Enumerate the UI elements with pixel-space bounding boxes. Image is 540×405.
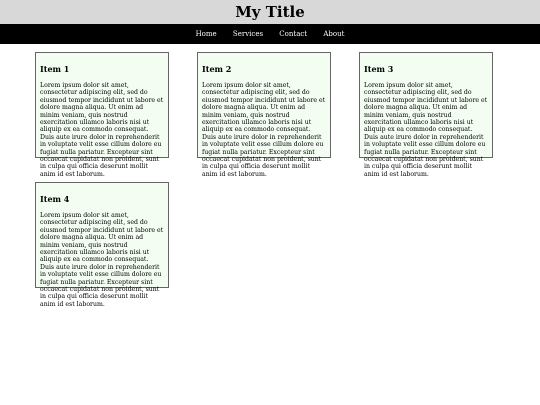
card-title: Item 3 — [364, 64, 394, 74]
item-card — [35, 52, 169, 178]
nav-link-services[interactable]: Services — [232, 30, 264, 38]
nav-bar — [0, 24, 540, 44]
card-body: Lorem ipsum dolor sit amet, consectetur adipiscing elit, sed do eiusmod tempor incididunt ut labore et dolore magna aliqua. Ut enim ad minim veniam, quis nostrud exercitation ullamco laboris nisi ut aliquip ex ea commodo consequat. Duis aute irure dolor in reprehenderit in voluptate velit esse cillum dolore eu fugiat nulla pariatur. Excepteur sint occaecat cupidatat non proident, sunt in culpa qui officia deserunt mollit anim id est laborum. — [40, 212, 164, 308]
item-card — [359, 52, 493, 178]
card-title: Item 2 — [202, 64, 232, 74]
nav-link-home[interactable]: Home — [195, 30, 217, 38]
nav-link-contact[interactable]: Contact — [279, 30, 308, 38]
card-body: Lorem ipsum dolor sit amet, consectetur adipiscing elit, sed do eiusmod tempor incididunt ut labore et dolore magna aliqua. Ut enim ad minim veniam, quis nostrud exercitation ullamco laboris nisi ut aliquip ex ea commodo consequat. Duis aute irure dolor in reprehenderit in voluptate velit esse cillum dolore eu fugiat nulla pariatur. Excepteur sint occaecat cupidatat non proident, sunt in culpa qui officia deserunt mollit anim id est laborum. — [364, 82, 488, 178]
page-header — [0, 0, 540, 24]
nav-link-about[interactable]: About — [323, 30, 345, 38]
card-body: Lorem ipsum dolor sit amet, consectetur adipiscing elit, sed do eiusmod tempor incididunt ut labore et dolore magna aliqua. Ut enim ad minim veniam, quis nostrud exercitation ullamco laboris nisi ut aliquip ex ea commodo consequat. Duis aute irure dolor in reprehenderit in voluptate velit esse cillum dolore eu fugiat nulla pariatur. Excepteur sint occaecat cupidatat non proident, sunt in culpa qui officia deserunt mollit anim id est laborum. — [202, 82, 326, 178]
card-body: Lorem ipsum dolor sit amet, consectetur adipiscing elit, sed do eiusmod tempor incididunt ut labore et dolore magna aliqua. Ut enim ad minim veniam, quis nostrud exercitation ullamco laboris nisi ut aliquip ex ea commodo consequat. Duis aute irure dolor in reprehenderit in voluptate velit esse cillum dolore eu fugiat nulla pariatur. Excepteur sint occaecat cupidatat non proident, sunt in culpa qui officia deserunt mollit anim id est laborum. — [40, 82, 164, 178]
card-title: Item 4 — [40, 194, 70, 204]
item-card — [197, 52, 331, 178]
item-card — [35, 182, 169, 308]
card-title: Item 1 — [40, 64, 70, 74]
page-title: My Title — [235, 3, 305, 21]
